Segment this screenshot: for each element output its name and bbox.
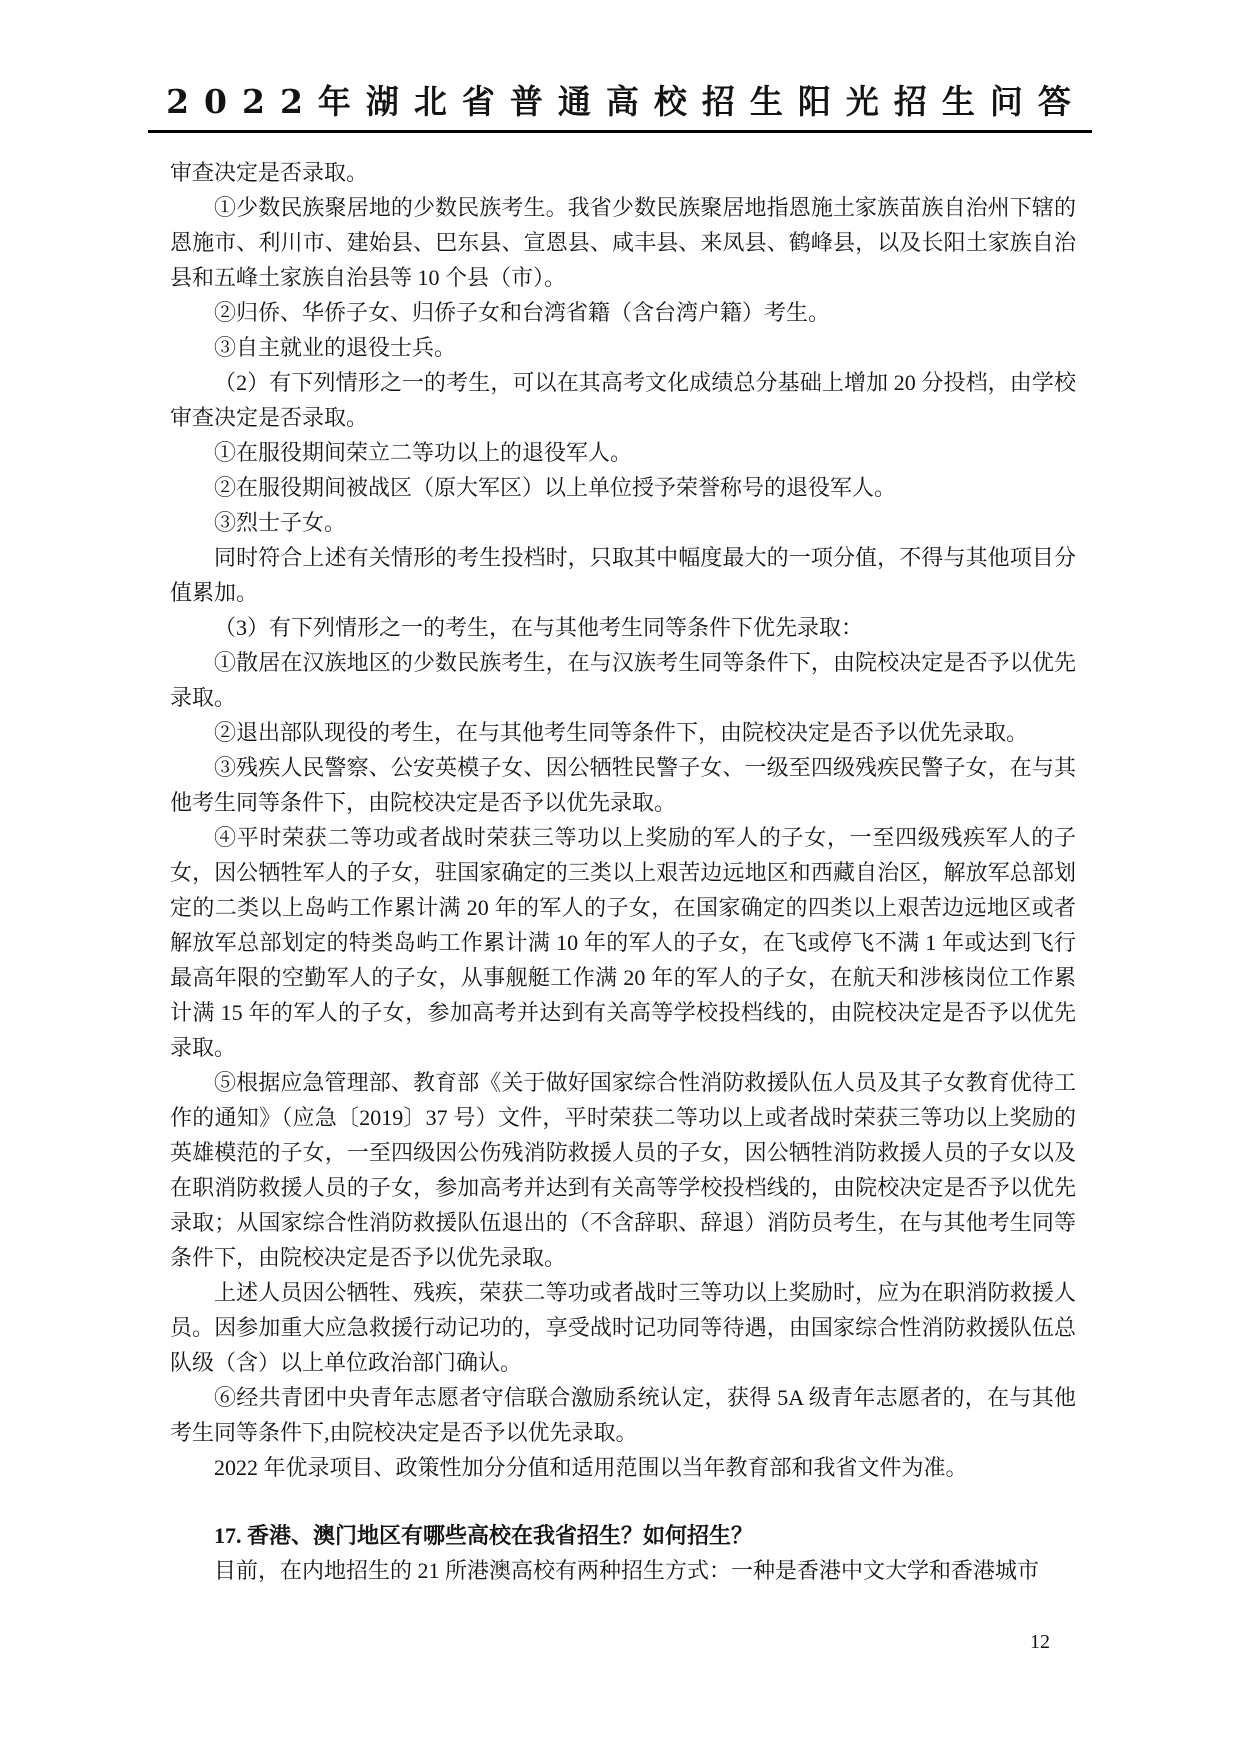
paragraph: ①散居在汉族地区的少数民族考生，在与汉族考生同等条件下，由院校决定是否予以优先录取。 (170, 650, 1076, 710)
paragraph: ③残疾人民警察、公安英模子女、因公牺牲民警子女、一级至四级残疾民警子女，在与其他考生同等条件下，由院校决定是否予以优先录取。 (170, 755, 1076, 815)
paragraph: ①在服役期间荣立二等功以上的退役军人。 (214, 440, 633, 465)
paragraph: ⑥经共青团中央青年志愿者守信联合激励系统认定，获得 5A 级青年志愿者的，在与其他考生同等条件下,由院校决定是否予以优先录取。 (170, 1385, 1076, 1445)
paragraph: （2）有下列情形之一的考生，可以在其高考文化成绩总分基础上增加 20 分投档，由学校审查决定是否录取。 (170, 370, 1076, 430)
paragraph: ②归侨、华侨子女、归侨子女和台湾省籍（含台湾户籍）考生。 (214, 300, 831, 325)
paragraph: 审查决定是否录取。 (170, 160, 369, 185)
paragraph: 2022 年优录项目、政策性加分分值和适用范围以当年教育部和我省文件为准。 (214, 1455, 968, 1480)
paragraph: ④平时荣获二等功或者战时荣获三等功以上奖励的军人的子女，一至四级残疾军人的子女，因公牺牲军人的子女，驻国家确定的三类以上艰苦边远地区和西藏自治区，解放军总部划定的二类以上岛屿工作累计满 20 年的军人的子女，在国家确定的四类以上艰苦边远地区或者解放军总部划定的特类岛屿工作累计满 10 年的军人的子女，在飞或停飞不满 1 年或达到飞行最高年限的空勤军人的子女，从事舰艇工作满 20 年的军人的子女，在航天和涉核岗位工作累计满 15 年的军人的子女，参加高考并达到有关高等学校投档线的，由院校决定是否予以优先录取。 (170, 825, 1076, 1060)
paragraph: ②在服役期间被战区（原大军区）以上单位授予荣誉称号的退役军人。 (214, 475, 897, 500)
page-header (0, 0, 1240, 133)
document-title: 2022年湖北省普通高校招生阳光招生问答 (148, 76, 1092, 133)
paragraph: ③烈士子女。 (214, 510, 347, 535)
question-17-first-paragraph: 目前，在内地招生的 21 所港澳高校有两种招生方式：一种是香港中文大学和香港城市 (214, 1558, 1040, 1583)
question-17-heading: 17. 香港、澳门地区有哪些高校在我省招生？如何招生？ (214, 1523, 754, 1548)
paragraph: ②退出部队现役的考生，在与其他考生同等条件下，由院校决定是否予以优先录取。 (214, 720, 1029, 745)
paragraph: （3）有下列情形之一的考生，在与其他考生同等条件下优先录取： (214, 615, 864, 640)
document-body (170, 155, 1076, 1588)
paragraph: ⑤根据应急管理部、教育部《关于做好国家综合性消防救援队伍人员及其子女教育优待工作的通知》（应急〔2019〕37 号）文件，平时荣获二等功以上或者战时荣获三等功以上奖励的英雄模范的子女，一至四级因公伤残消防救援人员的子女，因公牺牲消防救援人员的子女以及在职消防救援人员的子女，参加高考并达到有关高等学校投档线的，由院校决定是否予以优先录取；从国家综合性消防救援队伍退出的（不含辞职、辞退）消防员考生，在与其他考生同等条件下，由院校决定是否予以优先录取。 (170, 1070, 1076, 1270)
paragraph: ③自主就业的退役士兵。 (214, 335, 457, 360)
paragraph: 上述人员因公牺牲、残疾，荣获二等功或者战时三等功以上奖励时，应为在职消防救援人员。因参加重大应急救援行动记功的，享受战时记功同等待遇，由国家综合性消防救援队伍总队级（含）以上单位政治部门确认。 (170, 1280, 1076, 1375)
paragraph: ①少数民族聚居地的少数民族考生。我省少数民族聚居地指恩施土家族苗族自治州下辖的恩施市、利川市、建始县、巴东县、宣恩县、咸丰县、来凤县、鹤峰县，以及长阳土家族自治县和五峰土家族自治县等 10 个县（市）。 (170, 195, 1076, 290)
paragraph: 同时符合上述有关情形的考生投档时，只取其中幅度最大的一项分值，不得与其他项目分值累加。 (170, 545, 1076, 605)
page-number: 12 (1030, 1631, 1050, 1653)
